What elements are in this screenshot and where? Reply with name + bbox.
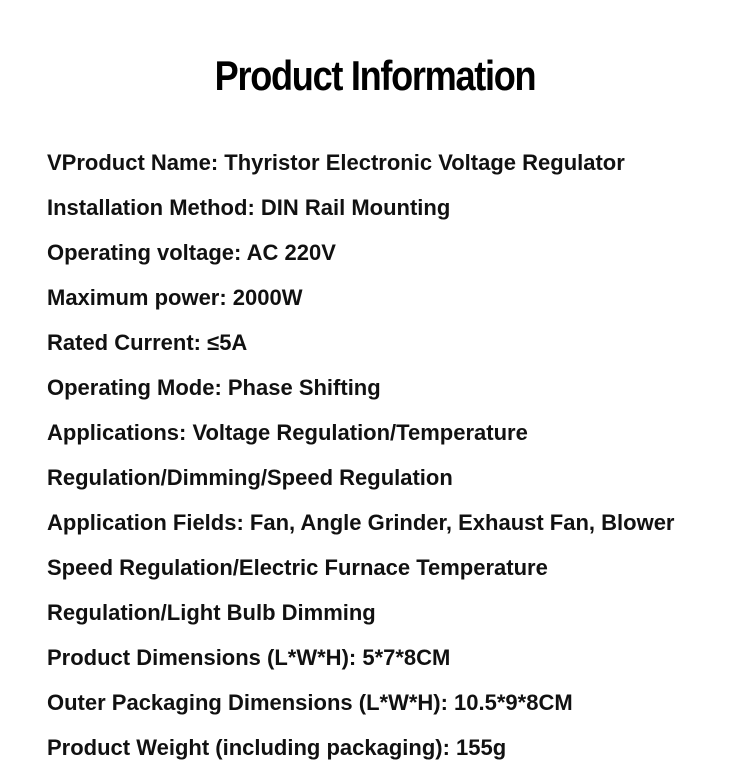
info-line-application-fields-continued-2: Regulation/Light Bulb Dimming <box>47 600 376 625</box>
info-line-application-fields: Application Fields: Fan, Angle Grinder, Exhaust Fan, Blower <box>47 510 675 535</box>
info-line-product-weight: Product Weight (including packaging): 155g <box>47 735 507 760</box>
info-line-outer-packaging-dimensions: Outer Packaging Dimensions (L*W*H): 10.5*9*8CM <box>47 690 573 715</box>
info-line-operating-mode: Operating Mode: Phase Shifting <box>47 375 381 400</box>
info-line-rated-current: Rated Current: ≤5A <box>47 330 248 355</box>
page-title: Product Information <box>214 52 536 99</box>
info-line-installation-method: Installation Method: DIN Rail Mounting <box>47 195 451 220</box>
info-line-maximum-power: Maximum power: 2000W <box>47 285 303 310</box>
info-line-application-fields-continued-1: Speed Regulation/Electric Furnace Temperature <box>47 555 548 580</box>
info-line-product-name: VProduct Name: Thyristor Electronic Voltage Regulator <box>47 150 625 175</box>
product-info-list <box>47 145 747 775</box>
info-line-applications: Applications: Voltage Regulation/Temperature <box>47 420 528 445</box>
info-line-operating-voltage: Operating voltage: AC 220V <box>47 240 336 265</box>
info-line-applications-continued: Regulation/Dimming/Speed Regulation <box>47 465 453 490</box>
info-line-product-dimensions: Product Dimensions (L*W*H): 5*7*8CM <box>47 645 451 670</box>
